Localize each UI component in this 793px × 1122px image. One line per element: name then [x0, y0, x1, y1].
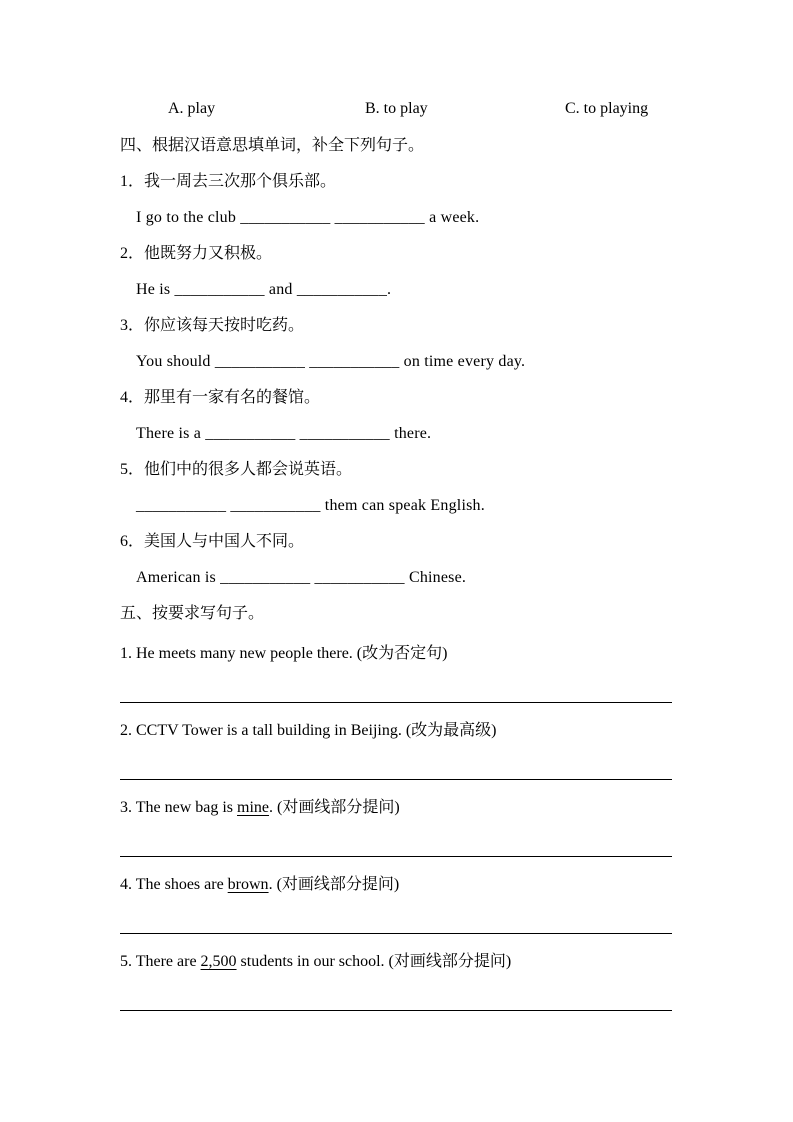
q5-5-underlined: 2,500 — [200, 953, 237, 970]
q4-5-chinese: 5．他们中的很多人都会说英语。 — [120, 461, 353, 478]
q5-3-tail: . (对画线部分提问) — [269, 799, 400, 816]
section-four-title: 四、根据汉语意思填单词，补全下列句子。 — [120, 137, 425, 154]
option-c: C. to playing — [565, 100, 649, 117]
answer-line-3 — [120, 856, 672, 857]
option-a: A. play — [168, 100, 216, 117]
q5-5-text: 5. There are — [120, 953, 201, 970]
answer-line-5 — [120, 1010, 672, 1011]
q5-3-underlined: mine — [237, 799, 270, 816]
q5-5-tail: students in our school. (对画线部分提问) — [236, 953, 512, 970]
q4-3-chinese: 3．你应该每天按时吃药。 — [120, 317, 305, 334]
q5-5-sentence — [120, 952, 672, 972]
q5-4-text: 4. The shoes are — [120, 876, 228, 893]
q5-1-sentence — [120, 644, 672, 664]
q5-1-text: 1. He meets many new people there. (改为否定句) — [120, 645, 448, 662]
option-b: B. to play — [365, 100, 428, 117]
q4-5-english: ___________ ___________ them can speak English. — [136, 497, 485, 514]
q4-1-chinese: 1．我一周去三次那个俱乐部。 — [120, 173, 337, 190]
q5-3-sentence — [120, 798, 672, 818]
q4-2-chinese: 2．他既努力又积极。 — [120, 245, 273, 262]
q5-2-sentence — [120, 721, 672, 741]
q5-4-tail: . (对画线部分提问) — [268, 876, 400, 893]
section-five-title: 五、按要求写句子。 — [120, 605, 265, 622]
q4-4-chinese: 4．那里有一家有名的餐馆。 — [120, 389, 321, 406]
q5-4-underlined: brown — [227, 876, 269, 893]
q4-1-english: I go to the club ___________ ___________ a week. — [136, 209, 480, 226]
choice-options-row — [120, 100, 672, 120]
q4-3-english: You should ___________ ___________ on time every day. — [136, 353, 526, 370]
answer-line-4 — [120, 933, 672, 934]
q4-2-english: He is ___________ and ___________. — [136, 281, 392, 298]
q5-2-text: 2. CCTV Tower is a tall building in Beijing. (改为最高级) — [120, 722, 497, 739]
q4-6-chinese: 6．美国人与中国人不同。 — [120, 533, 305, 550]
q4-6-english: American is ___________ ___________ Chinese. — [136, 569, 467, 586]
answer-line-2 — [120, 779, 672, 780]
answer-line-1 — [120, 702, 672, 703]
q5-3-text: 3. The new bag is — [120, 799, 238, 816]
q4-4-english: There is a ___________ ___________ there. — [136, 425, 432, 442]
q5-4-sentence — [120, 875, 672, 895]
